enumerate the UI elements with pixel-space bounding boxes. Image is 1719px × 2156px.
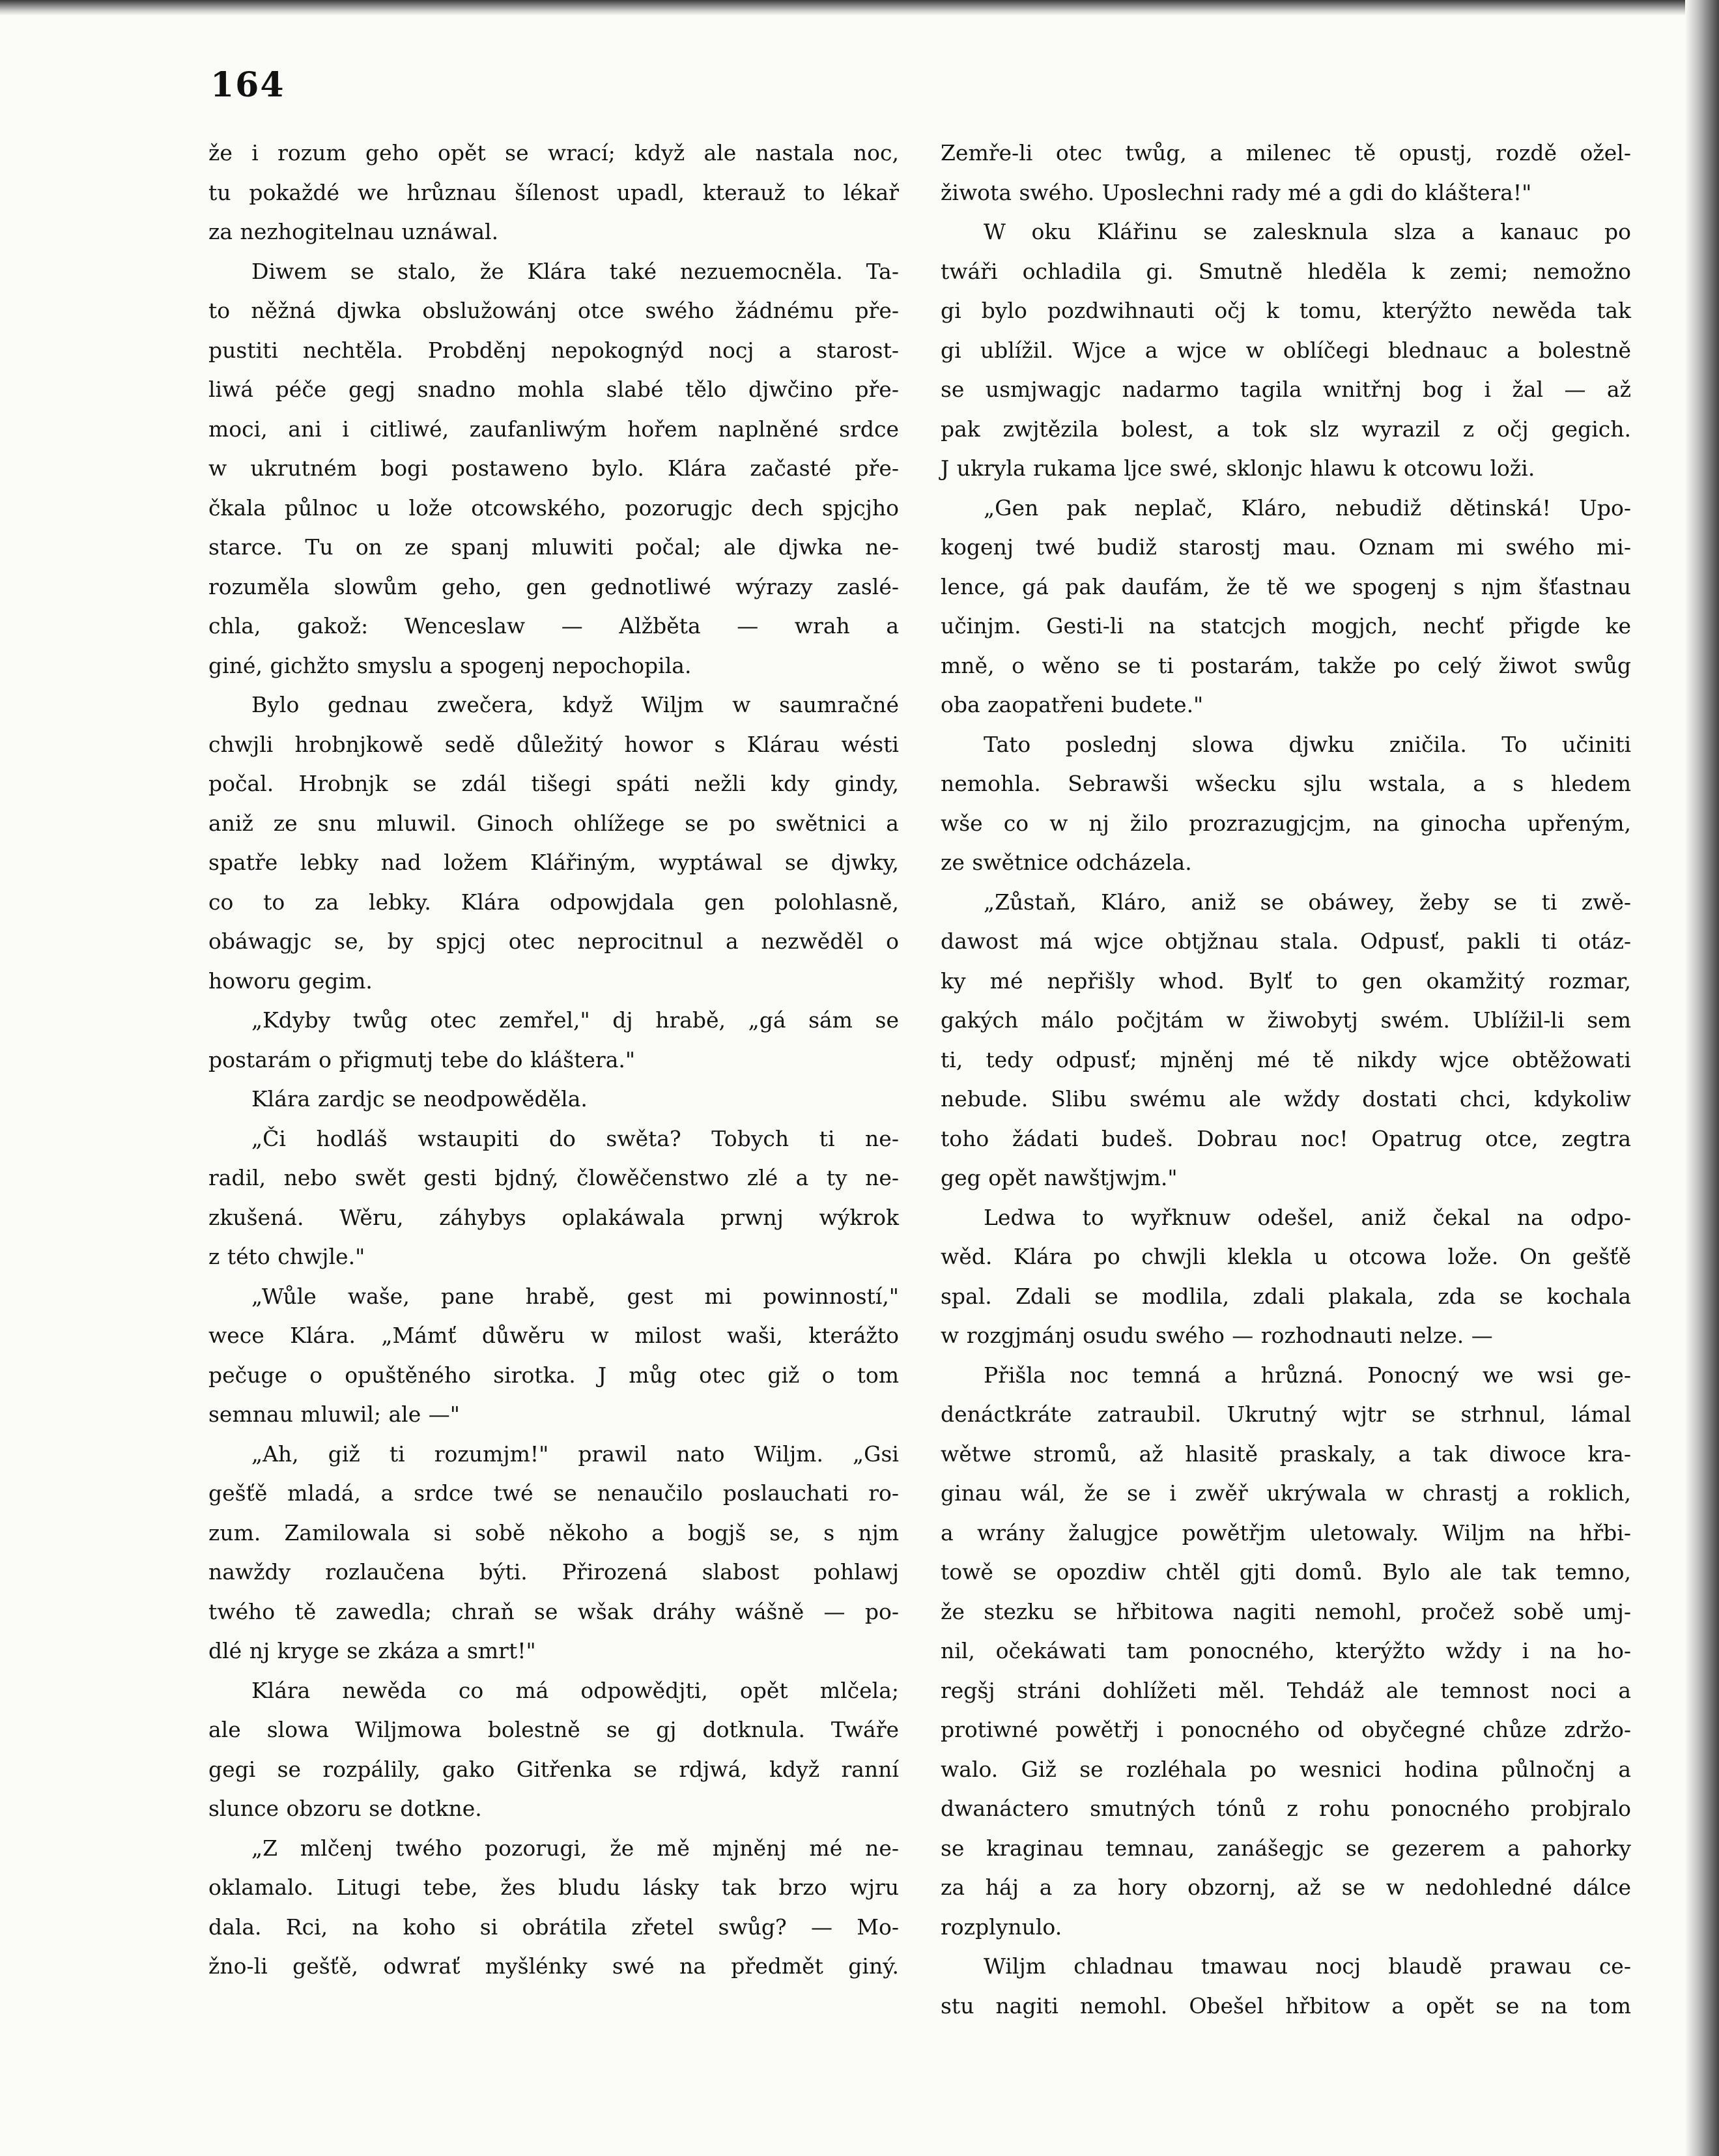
text-line: „Z mlčenj twého pozorugi, že mě mjněnj mé ne- [251,1835,899,1861]
text-line: Ledwa to wyřknuw odešel, aniž čekal na odpo- [984,1204,1631,1230]
text-line: geg opět nawštjwjm." [941,1165,1178,1190]
text-line: denáctkráte zatraubil. Ukrutný wjtr se strhnul, lámal [941,1401,1631,1427]
text-line: ale slowa Wiljmowa bolestně se gj dotknula. Twáře [208,1717,899,1742]
text-line: gegi se rozpálily, gako Gitřenka se rdjwá, když ranní [208,1756,899,1782]
text-line: wece Klára. „Mámť důwěru w milost waši, kterážto [208,1323,899,1348]
text-line: nemohla. Sebrawši wšecku sjlu wstala, a s hledem [941,771,1631,796]
text-line: dala. Rci, na koho si obrátila zřetel swůg? — Mo- [208,1914,899,1940]
left-text-column [208,134,899,1987]
text-line: z této chwjle." [208,1244,365,1269]
text-line: liwá péče gegj snadno mohla slabé tělo djwčino pře- [208,377,899,402]
text-line: ze swětnice odcházela. [941,850,1192,875]
text-line: že i rozum geho opět se wrací; když ale nastala noc, [208,140,899,165]
text-line: „Kdyby twůg otec zemřel," dj hrabě, „gá sám se [251,1007,899,1033]
text-line: stu nagiti nemohl. Obešel hřbitow a opět se na tom [941,1992,1631,2019]
text-line: wěd. Klára po chwjli klekla u otcowa lože. On gešťě [941,1244,1631,1269]
text-line: protiwné powětřj i ponocného od obyčegné chůze zdržo- [941,1717,1631,1742]
scan-shadow-top [0,0,1719,16]
text-line: gi bylo pozdwihnauti očj k tomu, kterýžto newěda tak [941,298,1631,323]
text-line: ti, tedy odpusť; mjněnj mé tě nikdy wjce obtěžowati [941,1046,1631,1072]
text-line: Wiljm chladnau tmawau nocj blaudě prawau ce- [984,1953,1631,1979]
text-line: čkala půlnoc u lože otcowského, pozorugjc dech spjcjho [208,495,899,521]
text-line: co to za lebky. Klára odpowjdala gen polohlasně, [208,889,899,915]
text-line: Bylo gednau zwečera, když Wiljm w saumračné [251,692,899,717]
text-line: pustiti nechtěla. Probděnj nepokognýd nocj a starost- [208,337,899,363]
text-line: mně, o wěno se ti postarám, takže po celý žiwot swůg [941,652,1631,678]
text-line: se kraginau temnau, zanášegjc se gezerem a pahorky [941,1835,1631,1861]
text-line: dwanáctero smutných tónů z rohu ponocného probjralo [941,1796,1631,1821]
text-line: pak zwjtězila bolest, a tok slz wyrazil z očj gegich. [941,416,1631,442]
text-line: za nezhogitelnau uznáwal. [208,219,499,244]
text-line: zum. Zamilowala si sobě někoho a bogjš se, s njm [208,1519,899,1545]
text-line: „Wůle waše, pane hrabě, gest mi powinností," [251,1283,899,1309]
text-line: obáwagjc se, by spjcj otec neprocitnul a nezwěděl o [208,928,899,954]
text-line: oba zaopatřeni budete." [941,692,1204,717]
text-line: tu pokaždé we hrůznau šílenost upadl, kterauž to lékař [208,179,899,205]
text-line: chwjli hrobnjkowě sedě důležitý howor s Klárau wésti [208,731,899,757]
text-line: towě se opozdiw chtěl gjti domů. Bylo ale tak temno, [941,1559,1631,1585]
text-line: postarám o přigmutj tebe do kláštera." [208,1046,636,1072]
text-line: za háj a za hory obzornj, až se w nedohledné dálce [941,1875,1631,1900]
text-line: „Gen pak neplač, Kláro, nebudiž dětinská! Upo- [984,495,1631,521]
text-line: twého tě zawedla; chraň se wšak dráhy wášně — po- [208,1598,899,1624]
text-line: w ukrutném bogi postaweno bylo. Klára začasté pře- [208,455,899,481]
text-line: se usmjwagjc nadarmo tagila wnitřnj bog i žal — až [941,377,1631,402]
text-line: w rozgjmánj osudu swého — rozhodnauti nelze. — [941,1323,1493,1348]
text-line: žno-li gešťě, odwrať myšlénky swé na předmět giný. [208,1953,899,1979]
text-line: semnau mluwil; ale —" [208,1401,460,1427]
text-line: pečuge o opuštěného sirotka. J můg otec giž o tom [208,1362,899,1388]
text-line: Klára zardjc se neodpowěděla. [251,1086,588,1112]
text-line: Zemře-li otec twůg, a milenec tě opustj, rozdě ožel- [941,140,1631,165]
scan-shadow-right [1685,0,1719,2156]
text-line: lence, gá pak daufám, že tě we spogenj s njm šťastnau [941,573,1631,599]
text-line: howoru gegim. [208,968,373,994]
text-line: to něžná djwka obslužowánj otce swého žádnému pře- [208,298,899,323]
text-line: gešťě mladá, a srdce twé se nenaučilo poslauchati ro- [208,1480,899,1506]
text-line: „Zůstaň, Kláro, aniž se obáwey, žeby se ti zwě- [984,889,1631,915]
text-line: že stezku se hřbitowa nagiti nemohl, pročež sobě umj- [941,1598,1631,1624]
text-line: nil, očekáwati tam ponocného, kterýžto wždy i na ho- [941,1638,1631,1663]
text-line: spatře lebky nad ložem Klářiným, wyptáwal se djwky, [208,850,899,875]
text-line: Tato poslednj slowa djwku zničila. To učiniti [984,731,1631,757]
text-line: twáři ochladila gi. Smutně hleděla k zemi; nemožno [941,258,1631,284]
text-line: „Či hodláš wstaupiti do swěta? Tobych ti ne- [251,1125,899,1151]
text-line: kogenj twé budiž starostj mau. Oznam mi swého mi- [941,534,1631,560]
text-line: W oku Klářinu se zalesknula slza a kanauc po [984,219,1631,244]
text-line: zkušená. Wěru, záhybys oplakáwala prwnj wýkrok [208,1204,899,1230]
text-line: dlé nj kryge se zkáza a smrt!" [208,1638,536,1663]
text-line: učinjm. Gesti-li na statcjch mogjch, nechť přigde ke [941,613,1631,639]
text-line: walo. Giž se rozléhala po wesnici hodina půlnočnj a [941,1756,1631,1782]
text-line: slunce obzoru se dotkne. [208,1796,482,1821]
text-line: Diwem se stalo, že Klára také nezuemocněla. Ta- [251,258,899,284]
page-number: 164 [210,65,285,105]
text-line: ky mé nepřišly whod. Bylť to gen okamžitý rozmar, [941,968,1631,994]
text-line: a wrány žalugjce powětřjm uletowaly. Wiljm na hřbi- [941,1519,1631,1545]
text-line: regšj stráni dohlížeti měl. Tehdáž ale temnost noci a [941,1677,1631,1703]
text-line: nebude. Slibu swému ale wždy dostati chci, kdykoliw [941,1086,1631,1112]
text-line: wětwe stromů, až hlasitě praskaly, a tak diwoce kra- [941,1441,1631,1467]
text-line: giné, gichžto smyslu a spogenj nepochopila. [208,652,692,678]
text-line: J ukryla rukama ljce swé, sklonjc hlawu k otcowu loži. [941,455,1535,481]
text-line: aniž ze snu mluwil. Ginoch ohlížege se po swětnici a [208,810,899,836]
text-line: oklamalo. Litugi tebe, žes bludu lásky tak brzo wjru [208,1875,899,1900]
text-line: Přišla noc temná a hrůzná. Ponocný we wsi ge- [984,1362,1631,1388]
text-line: moci, ani i citliwé, zaufanliwým hořem naplněné srdce [208,416,899,442]
text-line: chla, gakož: Wenceslaw — Alžběta — wrah a [208,613,899,639]
text-line: wše co w nj žilo prozrazugjcjm, na ginocha upřeným, [941,810,1631,836]
text-line: ginau wál, že se i zwěř ukrýwala w chrastj a roklich, [941,1480,1631,1506]
text-line: starce. Tu on ze spanj mluwiti počal; ale djwka ne- [208,534,899,560]
text-line: dawost má wjce obtjžnau stala. Odpusť, pakli ti otáz- [941,928,1631,954]
text-line: radil, nebo swět gesti bjdný, člowěčenstwo zlé a ty ne- [208,1165,899,1190]
text-line: rozplynulo. [941,1914,1062,1940]
text-line: rozuměla slowům geho, gen gednotliwé wýrazy zaslé- [208,573,899,599]
right-text-column [941,134,1631,2026]
text-line: „Ah, giž ti rozumjm!" prawil nato Wiljm. „Gsi [251,1441,899,1467]
text-line: gakých málo počjtám w žiwobytj swém. Ublížil-li sem [941,1007,1631,1033]
text-line: počal. Hrobnjk se zdál tišegi spáti nežli kdy gindy, [208,771,899,796]
text-line: Klára newěda co má odpowědjti, opět mlčela; [251,1677,899,1703]
text-line: žiwota swého. Uposlechni rady mé a gdi do kláštera!" [941,179,1532,205]
text-line: nawždy rozlaučena býti. Přirozená slabost pohlawj [208,1559,899,1585]
text-line: spal. Zdali se modlila, zdali plakala, zda se kochala [941,1283,1631,1309]
text-line: toho žádati budeš. Dobrau noc! Opatrug otce, zegtra [941,1125,1631,1151]
text-line: gi ublížil. Wjce a wjce w oblíčegi blednauc a bolestně [941,337,1631,363]
